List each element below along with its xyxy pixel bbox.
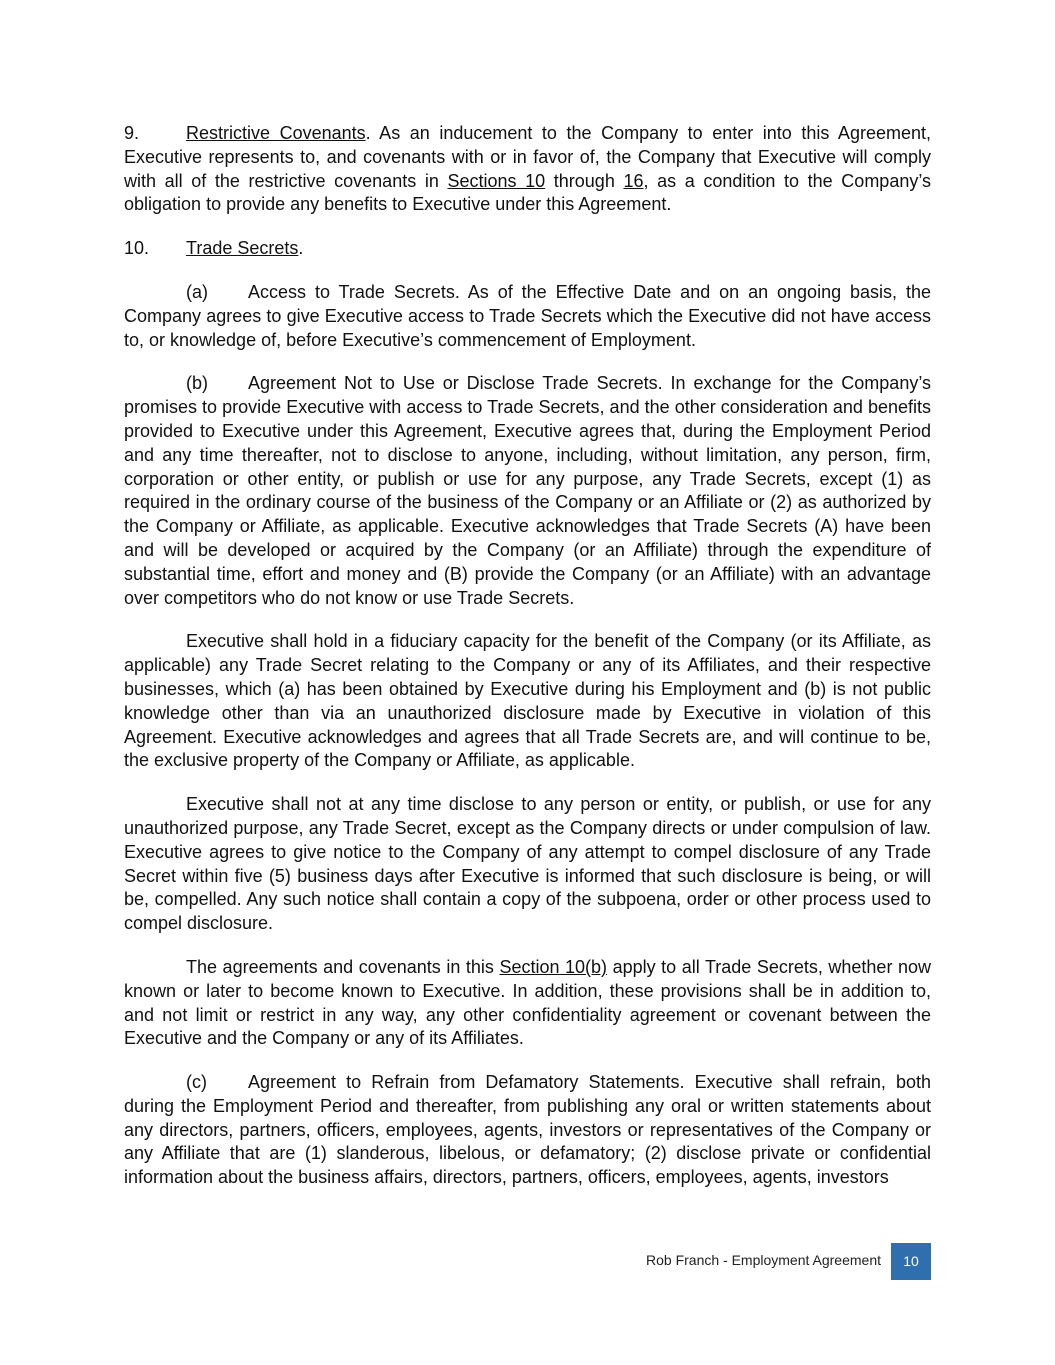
subsection-text: Agreement Not to Use or Disclose Trade Secrets. In exchange for the Company’s promises to provide Executive with access to Trade Secrets, and the other consideration and benefits provided to Executive under this Agreement, Executive agrees that, during the Employment Period and any time thereafter, not to disclose to anyone, including, without limitation, any person, firm, corporation or other entity, or publish or use for any purpose, any Trade Secrets, except (1) as required in the ordinary course of the business of the Company or an Affiliate or (2) as authorized by the Company or Affiliate, as applicable. Executive acknowledges that Trade Secrets (A) have been and will be developed or acquired by the Company (or an Affiliate) through the expenditure of substantial time, effort and money and (B) provide the Company (or an Affiliate) with an advantage over competitors who do not know or use Trade Secrets.	[124, 373, 931, 608]
subsection-text: Agreement to Refrain from Defamatory Statements. Executive shall refrain, both during the Employment Period and thereafter, from publishing any oral or written statements about any directors, partners, officers, employees, agents, investors or representatives of the Company or any Affiliate that are (1) slanderous, libelous, or defamatory; (2) disclose private or confidential information about the business affairs, directors, partners, officers, employees, agents, investors	[124, 1072, 931, 1188]
section-text: . As an inducement to the Company to enter into this Agreement, Executive represents to, and covenants with or in favor of, the Company that Executive will comply with all of the restrictive covenants in	[124, 123, 931, 191]
notice-paragraph: Executive shall not at any time disclose to any person or entity, or publish, or use for any unauthorized purpose, any Trade Secret, except as the Company directs or under compulsion of law. Executive agrees to give notice to the Company of any attempt to compel disclosure of any Trade Secret within five (5) business days after Executive is informed that such disclosure is being, or will be, compelled. Any such notice shall contain a copy of the subpoena, order or other process used to compel disclosure.	[124, 794, 931, 934]
paragraph-text: The agreements and covenants in this	[186, 956, 500, 977]
paragraph-text: apply to all Trade Secrets, whether now known or later to become known to Executive. In addition, these provisions shall be in addition to, and not limit or restrict in any way, any other confidentiality agreement or covenant between the Executive and the Company or any of its Affiliates.	[124, 956, 932, 1049]
section-heading: Trade Secrets	[186, 238, 299, 259]
agreements-paragraph	[124, 956, 931, 1051]
subsection-text: Access to Trade Secrets. As of the Effective Date and on an ongoing basis, the Company agrees to give Executive access to Trade Secrets which the Executive did not have access to, or knowledge of, before Executive’s commencement of Employment.	[124, 281, 931, 350]
subsection-label: (c)	[186, 1072, 207, 1093]
document-page	[124, 122, 931, 1190]
subsection-b-paragraph	[124, 372, 931, 610]
section-heading-period: .	[298, 238, 304, 259]
subsection-a-paragraph	[124, 281, 931, 352]
page-number-badge: 10	[891, 1243, 931, 1280]
page-footer	[600, 1243, 931, 1280]
section-text: , as a condition to the Company’s obligation to provide any benefits to Executive under this Agreement.	[124, 170, 932, 215]
subsection-label: (a)	[186, 281, 208, 302]
section-reference-link: Sections 10	[447, 170, 546, 191]
footer-document-title: Rob Franch - Employment Agreement	[646, 1252, 881, 1268]
section-text: through	[545, 170, 624, 191]
section-reference-link: 16	[623, 170, 644, 191]
section-10-heading	[124, 237, 931, 261]
section-reference-link: Section 10(b)	[499, 956, 608, 977]
fiduciary-paragraph: Executive shall hold in a fiduciary capacity for the benefit of the Company (or its Affiliate, as applicable) any Trade Secret relating to the Company or any of its Affiliates, and their respective businesses, which (a) has been obtained by Executive during his Employment and (b) is not public knowledge other than via an unauthorized disclosure made by Executive in violation of this Agreement. Executive acknowledges and agrees that all Trade Secrets are, and will continue to be, the exclusive property of the Company or Affiliate, as applicable.	[124, 631, 931, 771]
subsection-label: (b)	[186, 373, 208, 394]
section-number: 9.	[124, 123, 140, 143]
subsection-c-paragraph	[124, 1071, 931, 1190]
section-number: 10.	[124, 238, 150, 259]
section-heading: Restrictive Covenants	[186, 123, 366, 143]
section-9-paragraph	[124, 122, 931, 217]
